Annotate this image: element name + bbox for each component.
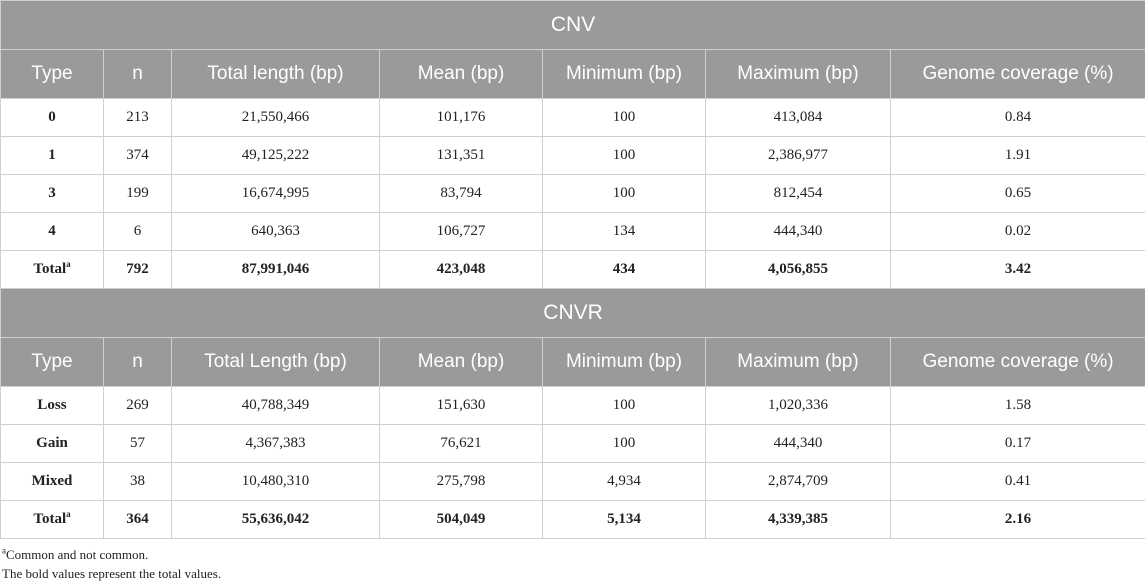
table-cell: 4,339,385 [706, 501, 891, 539]
table-cell: 3.42 [891, 251, 1145, 289]
table-cell: 134 [543, 213, 706, 251]
column-header-maximum: Maximum (bp) [706, 50, 891, 99]
table-cell: 792 [104, 251, 172, 289]
table-cell: 4,056,855 [706, 251, 891, 289]
table-cell: 812,454 [706, 175, 891, 213]
table-cell: Gain [1, 425, 104, 463]
table-cell: 4,367,383 [172, 425, 380, 463]
footnote: $^a$Common and not common. [2, 545, 1145, 564]
table-cell: Mixed [1, 463, 104, 501]
total-row [1, 501, 1145, 539]
table-cell: Loss [1, 387, 104, 425]
table-cell: 83,794 [380, 175, 543, 213]
table-row [1, 175, 1145, 213]
table-notes [0, 545, 1145, 583]
column-header-n: n [104, 50, 172, 99]
table-cell: 0.02 [891, 213, 1145, 251]
table-cell: 2.16 [891, 501, 1145, 539]
table-row [1, 213, 1145, 251]
table-cell: 38 [104, 463, 172, 501]
column-header-n: n [104, 338, 172, 387]
table-cell: 1.58 [891, 387, 1145, 425]
table-cell: 87,991,046 [172, 251, 380, 289]
table-cell: 100 [543, 99, 706, 137]
bold-values-note: The bold values represent the total values. [2, 564, 1145, 583]
table-cell: 100 [543, 175, 706, 213]
footnote-marker: a [2, 546, 6, 556]
table-cell: 16,674,995 [172, 175, 380, 213]
table-cell: 444,340 [706, 213, 891, 251]
table-cell: 199 [104, 175, 172, 213]
table-cell: 3 [1, 175, 104, 213]
column-header-type: Type [1, 338, 104, 387]
table-cell: 2,386,977 [706, 137, 891, 175]
table-cell: 640,363 [172, 213, 380, 251]
table-cell: 364 [104, 501, 172, 539]
table-cell: 10,480,310 [172, 463, 380, 501]
cnv-section-title: CNV [1, 1, 1145, 50]
table-cell: 100 [543, 387, 706, 425]
table-cell: 1 [1, 137, 104, 175]
table-cell: 4,934 [543, 463, 706, 501]
table-cell: 413,084 [706, 99, 891, 137]
column-header-type: Type [1, 50, 104, 99]
table-cell: 2,874,709 [706, 463, 891, 501]
table-cell: 444,340 [706, 425, 891, 463]
table-row [1, 137, 1145, 175]
table-cell: 100 [543, 425, 706, 463]
footnote-marker: a [66, 509, 71, 519]
table-cell: 40,788,349 [172, 387, 380, 425]
table-row [1, 387, 1145, 425]
column-header-genome-coverage: Genome coverage (%) [891, 338, 1145, 387]
column-header-genome-coverage: Genome coverage (%) [891, 50, 1145, 99]
table-cell: 423,048 [380, 251, 543, 289]
table-cell: 0.17 [891, 425, 1145, 463]
total-row [1, 251, 1145, 289]
column-header-mean: Mean (bp) [380, 50, 543, 99]
column-header-maximum: Maximum (bp) [706, 338, 891, 387]
table-cell: 275,798 [380, 463, 543, 501]
table-cell: 269 [104, 387, 172, 425]
table-cell: 55,636,042 [172, 501, 380, 539]
table-cell: 5,134 [543, 501, 706, 539]
table-cell: 100 [543, 137, 706, 175]
column-header-minimum: Minimum (bp) [543, 50, 706, 99]
table-cell: 374 [104, 137, 172, 175]
column-header-total-length: Total Length (bp) [172, 338, 380, 387]
table-cell: 49,125,222 [172, 137, 380, 175]
table-cell: 76,621 [380, 425, 543, 463]
cnvr-section-title: CNVR [1, 289, 1145, 338]
table-cell: 0.41 [891, 463, 1145, 501]
table-cell: 57 [104, 425, 172, 463]
column-header-minimum: Minimum (bp) [543, 338, 706, 387]
table-cell: 4 [1, 213, 104, 251]
table-cell: 504,049 [380, 501, 543, 539]
table-cell: 1,020,336 [706, 387, 891, 425]
table-cell: 106,727 [380, 213, 543, 251]
table-cell: 101,176 [380, 99, 543, 137]
table-cell: 213 [104, 99, 172, 137]
table-cell: 0 [1, 99, 104, 137]
footnote-marker: a [66, 259, 71, 269]
table-cell: 434 [543, 251, 706, 289]
total-label: Total$^a$ [1, 501, 104, 539]
table-cell: 1.91 [891, 137, 1145, 175]
table-cell: 131,351 [380, 137, 543, 175]
table-row [1, 425, 1145, 463]
total-label: Total$^a$ [1, 251, 104, 289]
table-cell: 0.84 [891, 99, 1145, 137]
table-cell: 151,630 [380, 387, 543, 425]
table-cell: 0.65 [891, 175, 1145, 213]
table-cell: 21,550,466 [172, 99, 380, 137]
column-header-mean: Mean (bp) [380, 338, 543, 387]
table-row [1, 463, 1145, 501]
table-row [1, 99, 1145, 137]
column-header-total-length: Total length (bp) [172, 50, 380, 99]
table-cell: 6 [104, 213, 172, 251]
